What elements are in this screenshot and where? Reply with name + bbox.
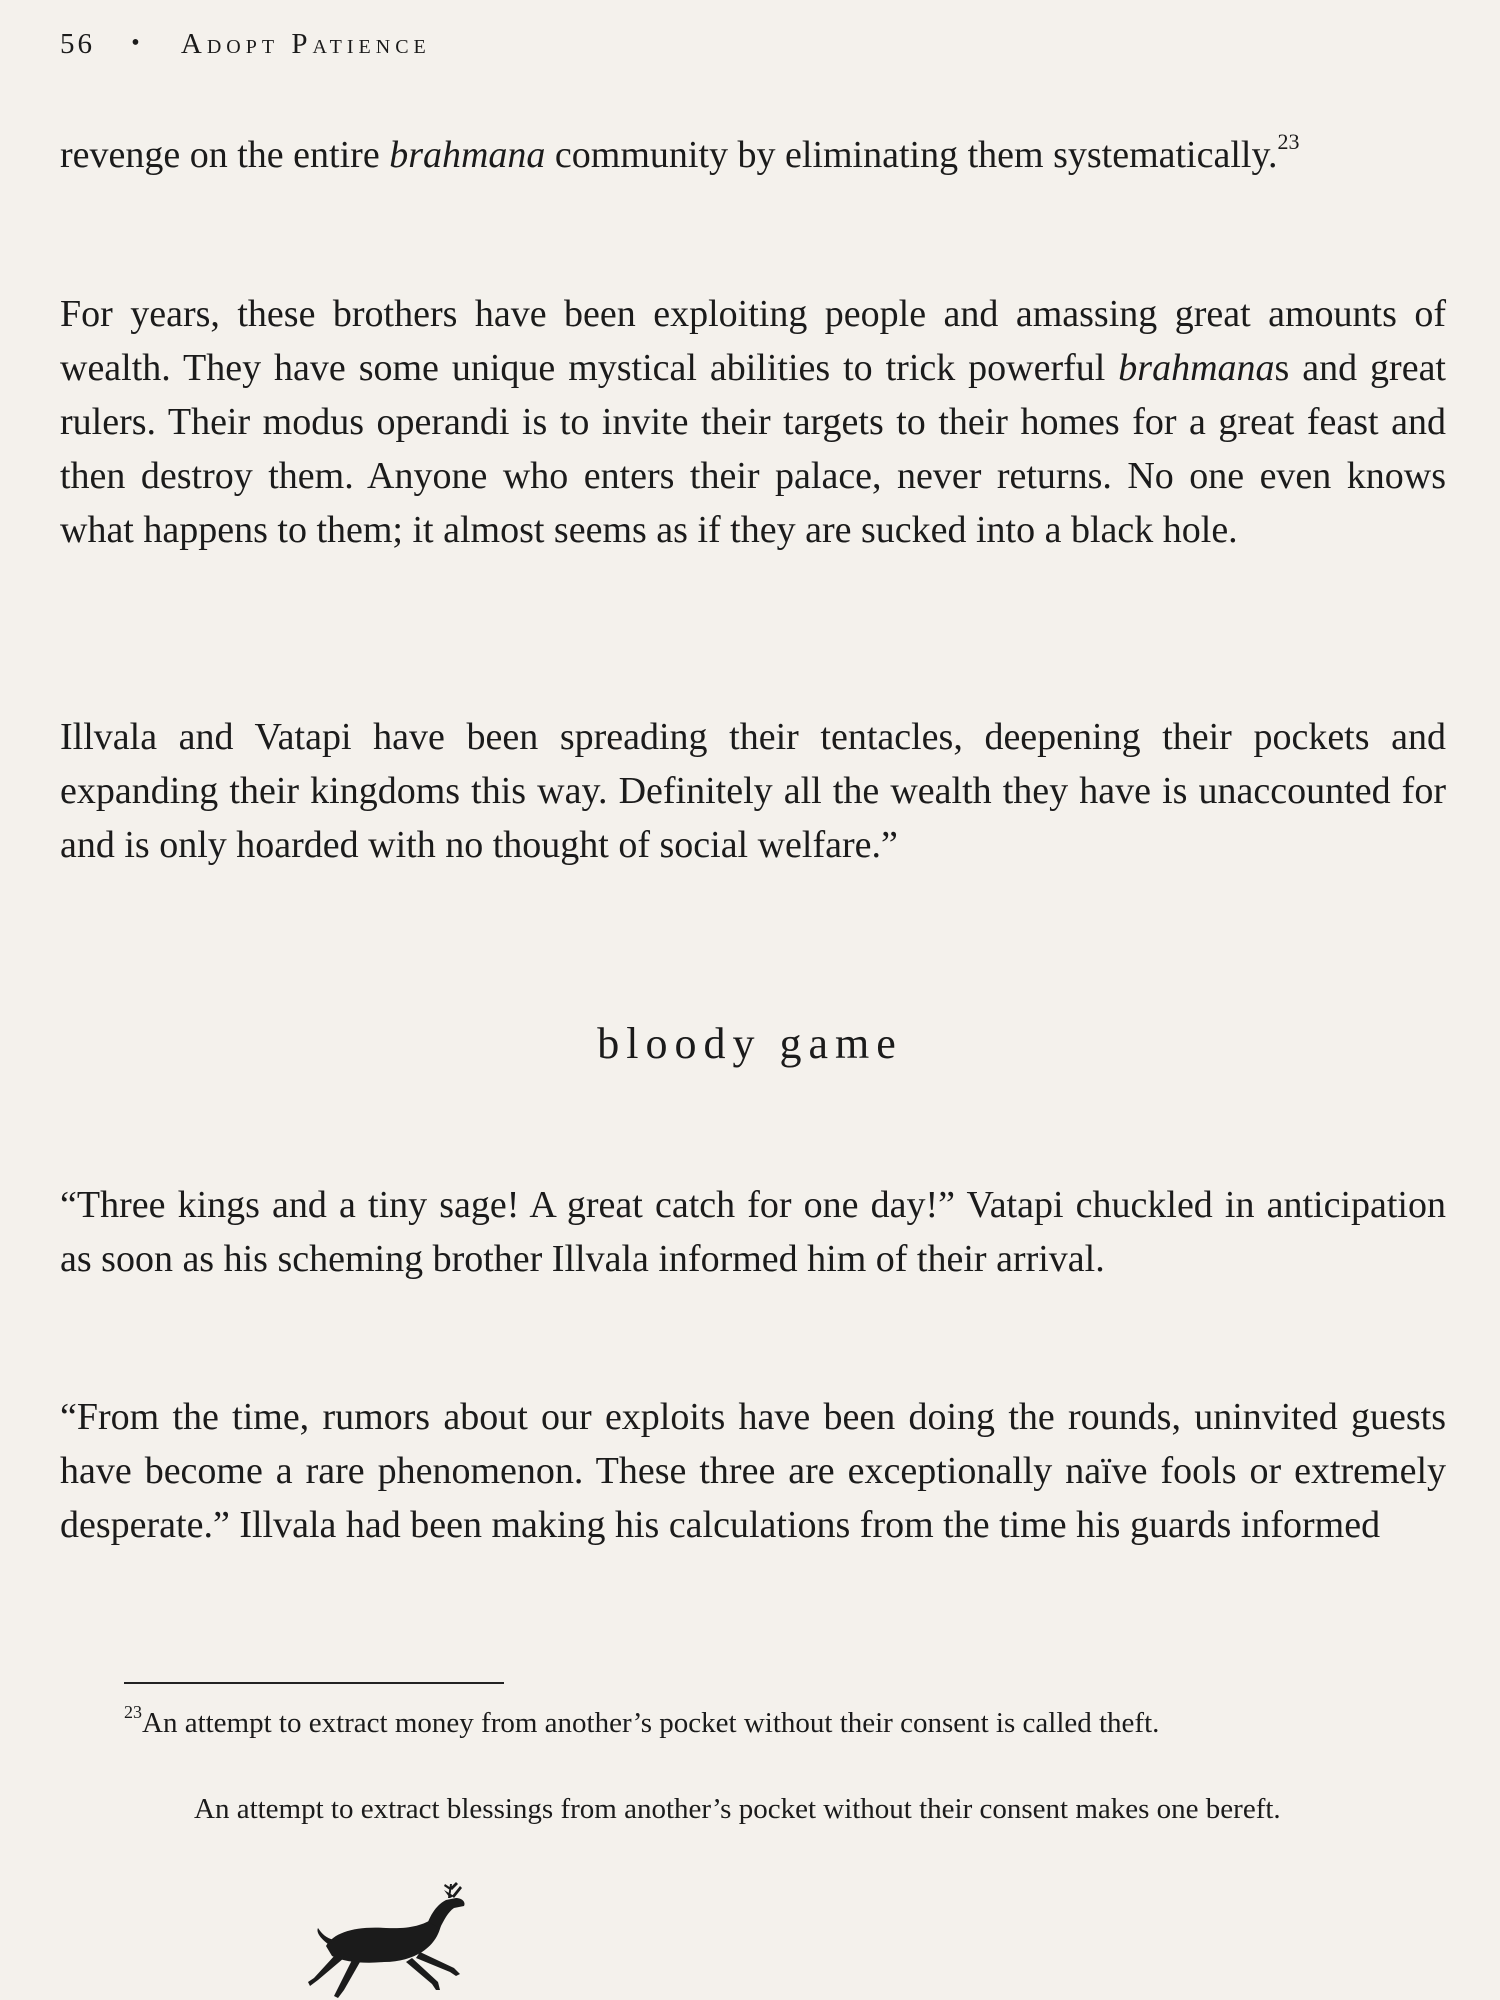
running-head xyxy=(60,28,431,61)
separator-bullet: • xyxy=(131,30,143,56)
leaping-deer-icon xyxy=(304,1882,480,2000)
footnote-marker: 23 xyxy=(124,1702,142,1723)
footnote-23-continued xyxy=(124,1788,1380,1830)
paragraph-4 xyxy=(60,1178,1446,1286)
paragraph-3 xyxy=(60,710,1446,872)
paragraph-5 xyxy=(60,1390,1446,1552)
p5-text: “From the time, rumors about our exploits have been doing the rounds, uninvited guests have become a rare phenomenon. These three are exceptionally naïve fools or extremely desperate.” Illvala had been making his calculations from the time his guards informed xyxy=(60,1396,1446,1546)
paragraph-2 xyxy=(60,287,1446,557)
p1-text-b: community by eliminating them systematically. xyxy=(545,134,1278,176)
footnote-23 xyxy=(124,1702,1380,1744)
chapter-title: Adopt Patience xyxy=(180,28,431,60)
section-heading: bloody game xyxy=(597,1019,903,1068)
p3-text: Illvala and Vatapi have been spreading their tentacles, deepening their pockets and expanding their kingdoms this way. Definitely all the wealth they have is unaccounted for and is only hoarded with no thought of social welfare.” xyxy=(60,716,1446,866)
footnote-divider xyxy=(124,1682,504,1684)
p1-italic: brahmana xyxy=(389,134,546,176)
footnote-line-1: An attempt to extract money from another’s pocket without their consent is called theft. xyxy=(142,1707,1160,1739)
p2-text-a: For years, these brothers have been exploiting people and amassing great amounts of wealth. They have some unique mystical abilities to trick powerful xyxy=(60,293,1446,389)
p2-italic: brahmana xyxy=(1118,347,1275,389)
footnote-ref-23[interactable]: 23 xyxy=(1277,129,1300,155)
p4-text: “Three kings and a tiny sage! A great catch for one day!” Vatapi chuckled in anticipation as soon as his scheming brother Illvala informed him of their arrival. xyxy=(60,1184,1446,1280)
paragraph-1 xyxy=(60,128,1446,182)
footnote-line-2: An attempt to extract blessings from another’s pocket without their consent makes one bereft. xyxy=(194,1793,1281,1825)
p2-text-b: s and great rulers. Their modus operandi is to invite their targets to their homes for a great feast and then destroy them. Anyone who enters their palace, never returns. No one even knows what happens to them; it almost seems as if they are sucked into a black hole. xyxy=(60,347,1446,551)
page-number: 56 xyxy=(60,28,95,60)
p1-text-a: revenge on the entire xyxy=(60,134,390,176)
